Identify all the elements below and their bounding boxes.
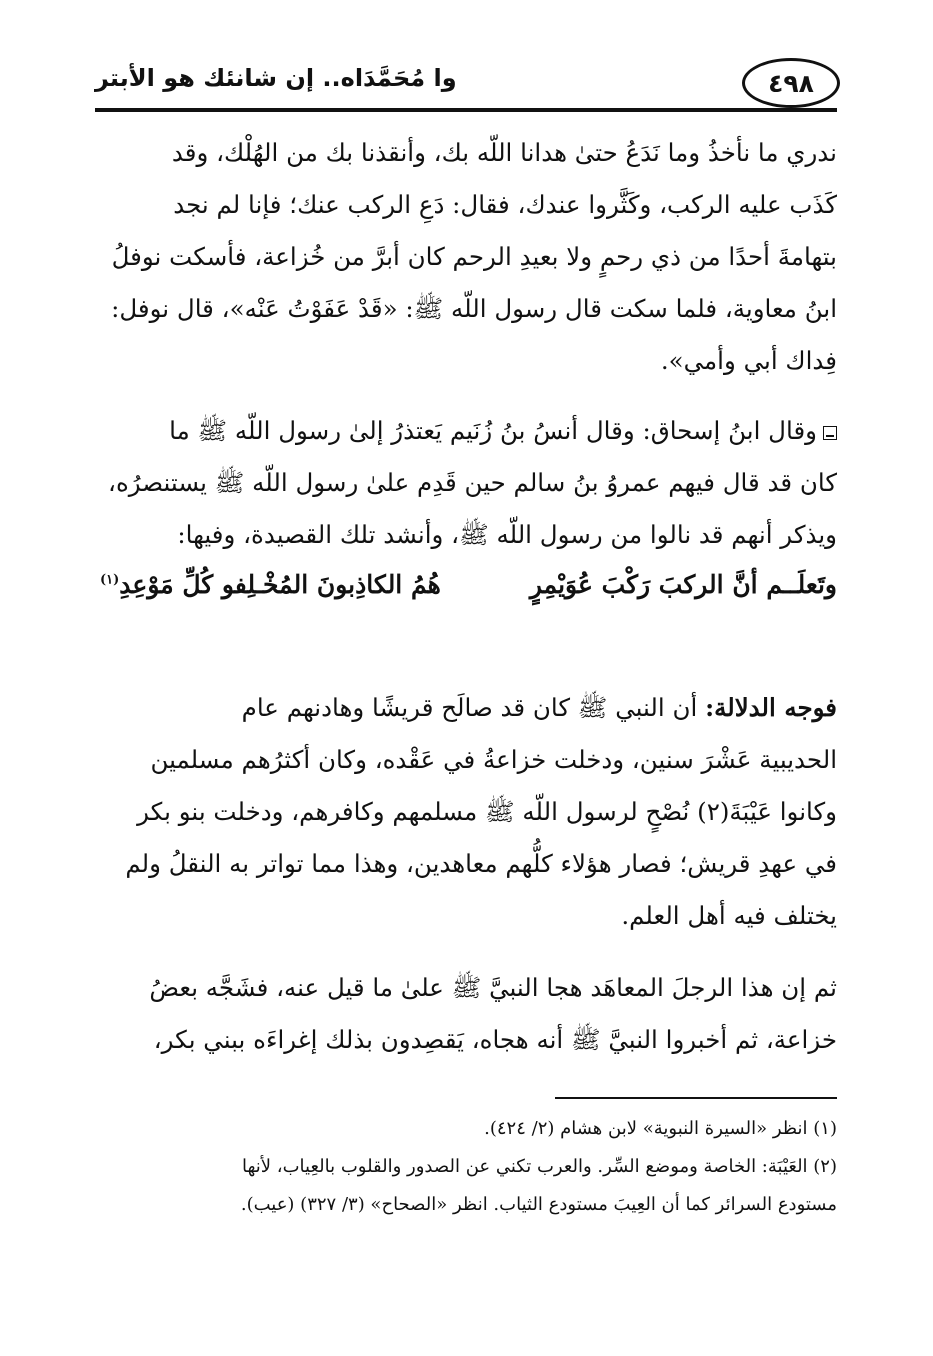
poem-verse [100,570,837,620]
header-rule [95,108,837,112]
page-header [95,58,840,108]
text-line-with-heading [100,682,837,734]
poem-hemistich-1: وتَعلَــم أنَّ الركبَ رَكْبَ عُوَيْمِرٍ [529,570,837,599]
paragraph-3 [100,682,837,942]
text-line-with-marker [100,405,837,457]
text-line: وقال ابنُ إسحاق: وقال أنسُ بنُ زُنَيم يَعتذرُ إلىٰ رسول اللّه ﷺ ما [169,416,817,445]
text-line: وكانوا عَيْبَةَ(٢) نُصْحٍ لرسول اللّه ﷺ مسلمهم وكافرهم، ودخلت بنو بكر [137,797,837,826]
text-line: الحديبية عَشْرَ سنين، ودخلت خزاعةُ في عَقْده، وكان أكثرُهم مسلمين [150,745,837,774]
poem-hemistich-2: هُمُ الكاذِبونَ المُخْـلِفو كُلِّ مَوْعِدِ [119,570,441,599]
text-line: بتهامةَ أحدًا من ذي رحمٍ ولا بعيدِ الرحم كان أبرَّ من خُزاعة، فأسكت نوفلُ [111,242,837,271]
paragraph-1 [100,127,837,387]
text-line: ندري ما نأخذُ وما نَدَعُ حتىٰ هدانا اللّه بك، وأنقذنا بك من الهُلْك، وقد [171,138,837,167]
footnotes [100,1110,837,1224]
footnote-2: (٢) العَيْبَة: الخاصة وموضع السِّر. والعرب تكني عن الصدور والقلوب بالعِياب، لأنها [242,1156,837,1177]
footnote-1: (١) انظر «السيرة النبوية» لابن هشام (٢/ ٤٢٤). [484,1118,837,1139]
text-line: كان قد قال فيهم عمروُ بنُ سالم حين قَدِم علىٰ رسول اللّه ﷺ يستنصرُه، [108,468,837,497]
footnote-marker: (١) [100,572,120,588]
text-line: خزاعة، ثم أخبروا النبيَّ ﷺ أنه هجاه، يَقصِدون بذلك إغراءَه ببني بكر، [153,1025,837,1054]
text-line: يختلف فيه أهل العلم. [621,901,837,930]
text-line: فِداك أبي وأمي». [660,346,837,375]
footnote-2-cont: مستودع السرائر كما أن العِيبَ مستودع الثياب. انظر «الصحاح» (٣/ ٣٢٧) (عيب). [240,1194,837,1215]
text-line: في عهدِ قريش؛ فصار هؤلاء كلُّهم معاهدين، وهذا مما تواتر به النقلُ ولم [125,849,837,878]
section-box-icon [823,426,837,440]
running-title: وا مُحَمَّدَاه.. إن شانئك هو الأبتر [95,64,457,92]
text-line: ابنُ معاوية، فلما سكت قال رسول اللّه ﷺ: «قَدْ عَفَوْتُ عَنْه»، قال نوفل: [111,294,837,323]
paragraph-2 [100,405,837,561]
text-line: أن النبي ﷺ كان قد صالَح قريشًا وهادنهم عام [241,693,698,722]
paragraph-4 [100,962,837,1066]
page-number: ٤٩٨ [742,58,840,108]
text-line: كَذَب عليه الركب، وكَثَّروا عندك، فقال: دَعِ الركب عنك؛ فإنا لم نجد [173,190,837,219]
poem-hemistich-2-wrap [100,570,441,599]
text-line: ثم إن هذا الرجلَ المعاهَد هجا النبيَّ ﷺ علىٰ ما قيل عنه، فشَجَّه بعضُ [149,973,837,1002]
footnote-rule [555,1097,837,1099]
section-heading: فوجه الدلالة: [705,693,837,722]
text-line: ويذكر أنهم قد نالوا من رسول اللّه ﷺ، وأنشد تلك القصيدة، وفيها: [177,520,837,549]
